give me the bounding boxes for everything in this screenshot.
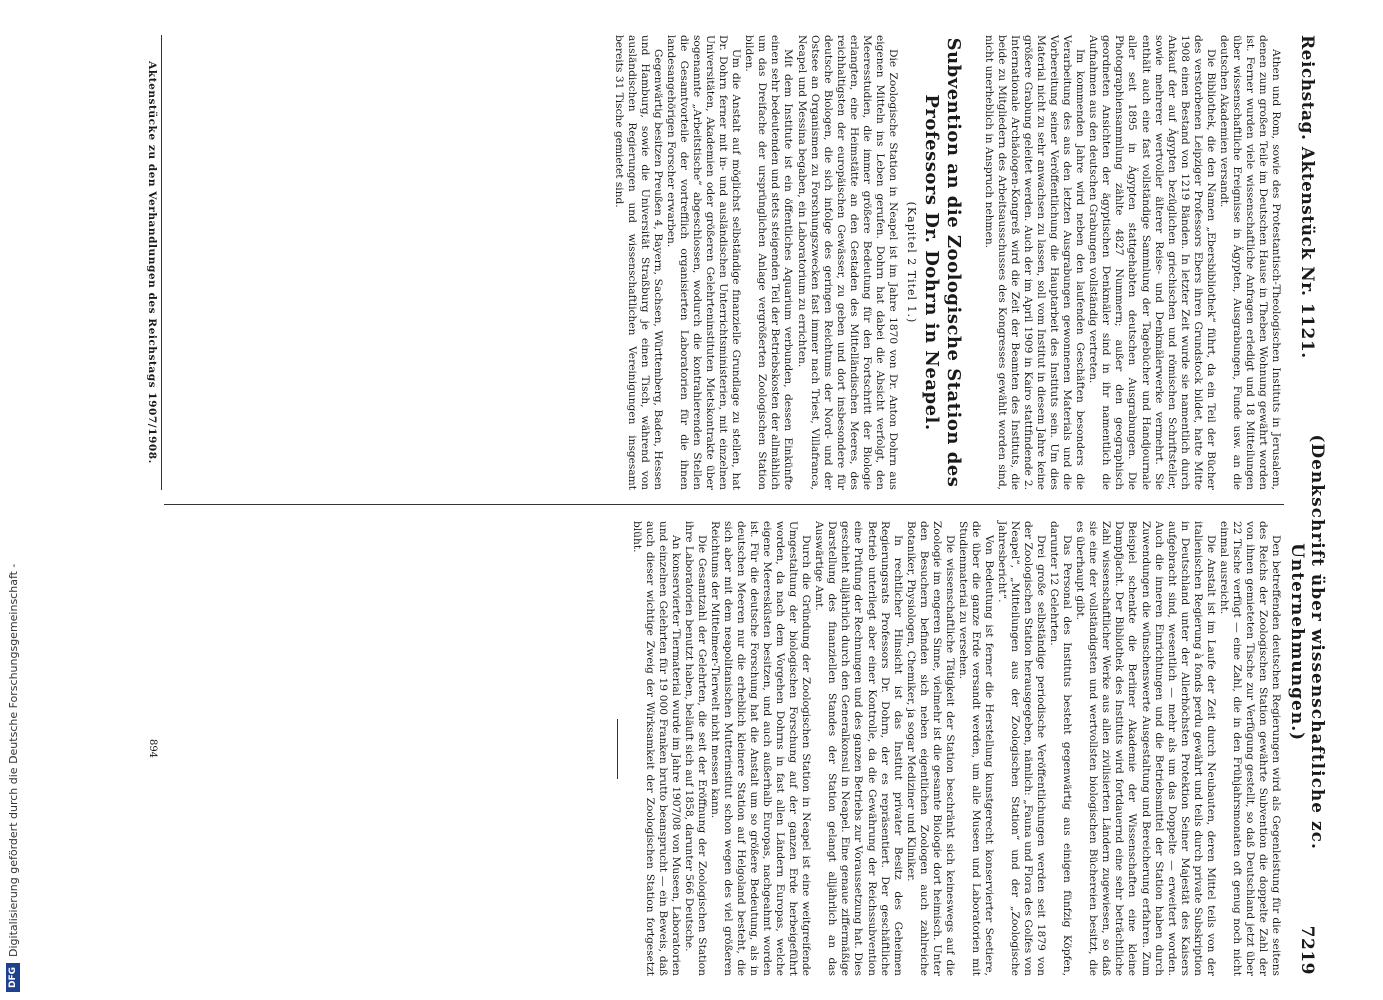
paragraph: Im kommenden Jahre wird neben den laufenden Geschäften besonders die Verarbeitung des aus den letzten Ausgrabungen gewonnenen Materials und die Vorbereitung seiner Veröffentlichung die Hauptarbeit des Instituts sein. Um dies Material nicht zu sehr anwachsen zu lassen, soll vom Institut in diesem Jahre keine größere Grabung geleitet werden. Auch der im April 1909 in Kairo stattfindende 2. Internationale Archäologen-Kongreß wird die Zeit der Beamten des Instituts, die beide zu Mitgliedern des Arbeitsausschusses des Kongresses gewählt worden sind, nicht unerheblich in Anspruch nehmen. <box>982 35 1087 490</box>
sheet-page-number: 894 <box>147 738 158 759</box>
page-footer: Aktenstücke zu den Verhandlungen des Reichstags 1907/1908. <box>146 35 162 490</box>
paragraph: Die wissenschaftliche Tätigkeit der Station beschränkt sich keineswegs auf die Zoologie im engeren Sinne, vielmehr ist die gesamte Biologie dort heimisch. Unter den Besuchern befinden sich neben eigentlichen Zoologen auch zahlreiche Botaniker, Physiologen, Chemiker, ja sogar Mediziner und Kliniker. <box>904 521 956 976</box>
paragraph: Die Bibliothek, die den Namen „Ebersbibliothek“ führt, da ein Teil der Bücher des verstorbenen Leipziger Professors Ebers ihren Grundstock bildet, hatte Mitte 1908 einen Bestand von 1219 Bänden. In letzter Zeit wurde sie namentlich durch Ankauf der auf Ägypten bezüglichen griechischen und römischen Schriftsteller, sowie mehrerer wertvoller älterer Reise- und Denkmälerwerke vermehrt. Sie enthält auch eine fast vollständige Sammlung der Tagebücher und Handjournale aller seit 1895 in Ägypten stattgehabten deutschen Ausgrabungen. Die Photographiensammlung zählte 4827 Nummern; außer den geographisch geordneten Ansichten der ägyptischen Denkmäler sind in ihr namentlich die Aufnahmen aus den deutschen Grabungen vollständig vertreten. <box>1087 35 1217 490</box>
section-subtitle: (Kapitel 2 Titel 1.) <box>904 201 918 324</box>
paragraph: Gegenwärtig besitzen Preußen 4, Bayern, Sachsen, Württemberg, Baden, Hessen und Hamburg, sowie die Universität Straßburg je einen Tisch, während von ausländischen Regierungen und wissenschaftlichen Vereinigungen insgesamt bereits 31 Tische gemietet sind. <box>612 35 665 490</box>
end-rule <box>617 719 618 779</box>
column-divider <box>164 504 1284 505</box>
paragraph: Mit dem Institute ist ein öffentliches Aquarium verbunden, dessen Einkünfte einen sehr bedeutenden und stets steigenden Teil der Betriebskosten der allmählich um das Dreifache der ursprünglichen Anlage vergrößerten Zoologischen Station bilden. <box>743 35 795 490</box>
section-title: Subvention an die Zoologische Station des Professors Dr. Dohrn in Neapel. <box>920 37 964 488</box>
newspaper-sheet <box>90 25 1330 985</box>
right-column <box>617 521 1282 976</box>
paragraph: Von Bedeutung ist ferner die Herstellung kunstgerecht konservierter Seetiere, die über die ganze Erde versandt werden, um alle Museen und Laboratorien mit Studienmaterial zu versehen. <box>956 521 995 976</box>
paragraph: Athen und Rom, sowie des Protestantisch-Theologischen Instituts in Jerusalem, denen zum großen Teile im Deutschen Hause in Theben Wohnung gewährt worden ist. Ferner wurden viele wissenschaftliche Anfragen erledigt und 18 Mitteilungen über wissenschaftliche Ereignisse in Ägypten, Ausgrabungen, Funde usw. an die deutschen Akademien versandt. <box>1217 35 1282 490</box>
left-column <box>612 35 1282 490</box>
paragraph: Die Gesamtzahl der Gelehrten, die seit der Eröffnung der Zoologischen Station ihre Laboratorien benutzt haben, beläuft sich auf 1858, darunter 566 Deutsche. <box>682 521 708 976</box>
paragraph: Das Personal des Instituts besteht gegenwärtig aus einigen fünfzig Köpfen, darunter 12 Gelehrten. <box>1048 521 1074 976</box>
digitization-text: Digitalisierung gefördert durch die Deutsche Forschungsgemeinschaft - <box>6 563 20 957</box>
dfg-logo-icon: DFG <box>6 963 20 992</box>
paragraph: An konservierter Tiermaterial wurde im Jahre 1907/08 von Museen, Laboratorien und einzelnen Gelehrten für 19 000 Franken brutto beansprucht — ein Beweis, daß auch dieser wichtige Zweig der Wirksamkeit der Zoologischen Station fortgesetzt blüht. <box>630 521 682 976</box>
digitization-note <box>0 0 26 1000</box>
paragraph: Den betreffenden deutschen Regierungen wird als Gegenleistung für die seitens des Reichs der Zoologischen Station gewährte Subvention die doppelte Zahl der von ihnen gemieteten Tische zur Verfügung gestellt, so daß Deutschland jetzt über 22 Tische verfügt — eine Zahl, die in den Frühjahrsmonaten oft genug noch nicht einmal ausreicht. <box>1217 521 1282 976</box>
page-header <box>1287 35 1327 975</box>
paragraph: Die Anstalt ist im Laufe der Zeit durch Neubauten, deren Mittel teils von der italienischen Regierung à fonds perdu gewährt und teils durch private Subskription in Deutschland unter der Allerhöchsten Protektion Seiner Majestät des Kaisers aufgebracht sind, wesentlich — mehr als um das Doppelte — erweitert worden. Auch die inneren Einrichtungen und die Betriebsmittel der Station haben durch Zuwendungen die wünschenswerte Ausgestaltung und Bereicherung erfahren. Zum Beispiel schenkte die Berliner Akademie der Wissenschaften eine kleine Dampfjacht. Der Bibliothek des Instituts wird fortdauernd eine sehr beträchtliche Zahl wissenschaftlicher Werke aus allen zivilisierten Ländern zugewiesen, so daß sie eine der vollständigsten und wertvollsten biologischen Büchereien besitzt, die es überhaupt gibt. <box>1074 521 1217 976</box>
paragraph: Die Zoologische Station in Neapel ist im Jahre 1870 von Dr. Anton Dohrn aus eigenen Mitteln ins Leben gerufen. Dohrn hat dabei die Absicht verfolgt, den Meeresstudien, die immer größere Bedeutung für den Fortschritt der Biologie erlangten, eine Heimstätte an den Gestaden des Mittelländischen Meeres, des reichhaltigsten der europäischen Gewässer, zu geben und dort insbesondere für deutsche Biologen, die sich infolge des geringen Reichtums der Nord- und der Ostsee an Organismen zu Forschungszwecken fast immer nach Triest, Villafranca, Neapel und Messina begaben, ein Laboratorium zu errichten. <box>795 35 899 490</box>
paragraph: Um die Anstalt auf möglichst selbständige finanzielle Grundlage zu stellen, hat Dr. Dohrn ferner mit in- und ausländischen Unterrichtsministerien, mit einzelnen Universitäten, Akademien oder größeren Gelehrteninstituten Mietskontrakte über sogenannte „Arbeitstische“ abgeschlossen, wodurch die kontrahierenden Stellen die Gesamtvorteile der vortrefflich organisierten Laboratorien für die ihnen landesangehörigen Forscher erwarben. <box>665 35 743 490</box>
header-title: Reichstag. Aktenstück Nr. 1121. <box>1297 35 1317 359</box>
paragraph: In rechtlicher Hinsicht ist das Institut privater Besitz des Geheimen Regierungsrats Professors Dr. Dohrn, der es repräsentiert. Der geschäftliche Betrieb unterliegt aber einer Kontrolle, da die Gewährung der Reichssubvention eine Prüfung der Rechnungen und des ganzen Betriebs zur Voraussetzung hat. Dies geschieht alljährlich durch den Generalkonsul in Neapel. Eine genaue ziffermäßige Darstellung des finanziellen Standes der Station gelangt alljährlich an das Auswärtige Amt. <box>813 521 904 976</box>
header-page-number: 7219 <box>1297 925 1317 975</box>
paragraph: Drei große selbständige periodische Veröffentlichungen werden seit 1879 von der Zoologischen Station herausgegeben, nämlich: „Fauna und Flora des Golfes von Neapel“, „Mitteilungen aus der Zoologischen Station“ und der „Zoologische Jahresbericht“. <box>996 521 1048 976</box>
paragraph: Durch die Gründung der Zoologischen Station in Neapel ist eine weitgreifende Umgestaltung der biologischen Forschung auf der ganzen Erde herbeigeführt worden, da nach dem Vorgehen Dohrns in fast allen Ländern Europas, welche eigene Meeresküsten besitzen, und auch außerhalb Europas, nachgeahmt worden ist. Für die deutsche Forschung hat die Anstalt um so größere Bedeutung, als in deutschen Meeren nur die erheblich kleinere Station auf Helgoland besteht, die sich aber mit dem neapolitanischen Mutterinstitut schon wegen des viel größeren Reichtums der Mittelmeer-Tierwelt nicht messen kann. <box>708 521 813 976</box>
header-subtitle: (Denkschrift über wissenschaftliche zc. Unternehmungen.) <box>1287 434 1327 850</box>
